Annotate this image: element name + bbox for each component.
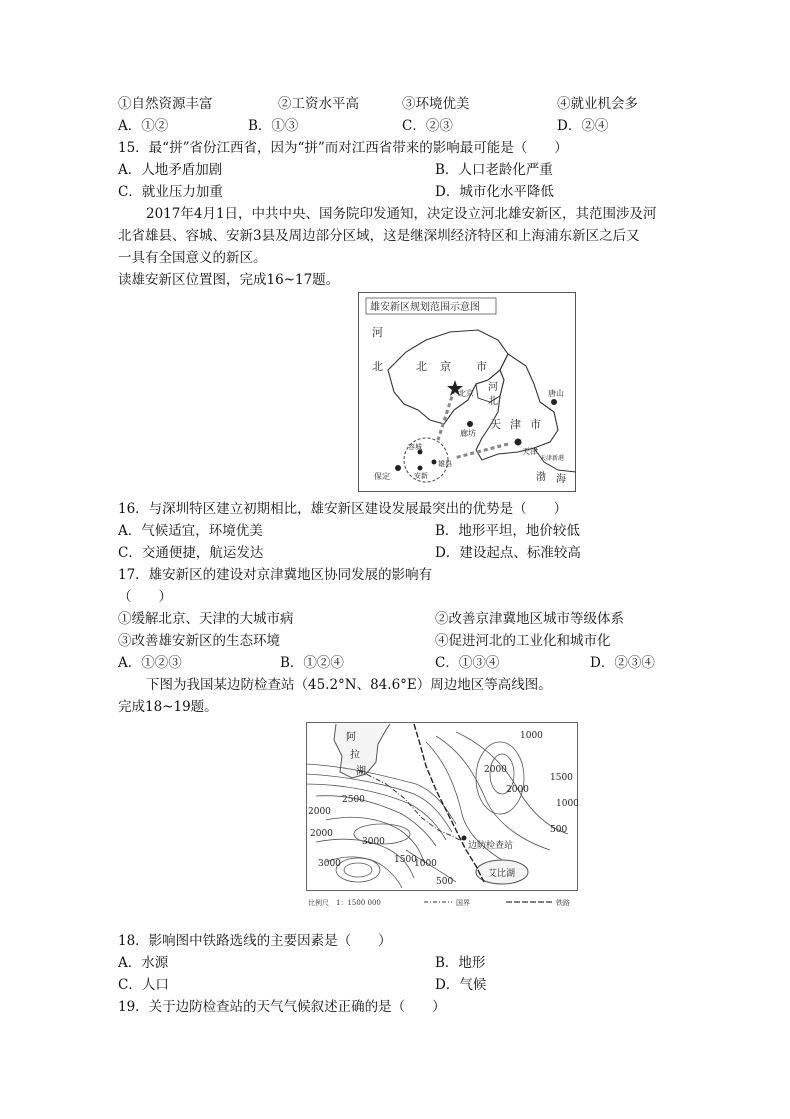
label-station: 边防检查站	[468, 841, 514, 851]
contour-label-7: 2500	[342, 795, 365, 805]
label-hebei-mid-1: 河	[488, 382, 498, 393]
q17-paren: （ ）	[118, 589, 172, 605]
label-xiongan-2: 雄县	[438, 460, 452, 468]
label-bohai-2: 海	[556, 474, 566, 485]
passage-instruction: 读雄安新区位置图，完成16~17题。	[118, 272, 340, 288]
q17-item-3: ③改善雄安新区的生态环境	[118, 633, 280, 649]
q16-stem: 16．与深圳特区建立初期相比，雄安新区建设发展最突出的优势是（ ）	[118, 501, 568, 517]
tianjin-dot	[515, 439, 522, 446]
q15-stem: 15．最“拼”省份江西省，因为“拼”而对江西省带来的影响最可能是（ ）	[118, 140, 568, 156]
q18-stem: 18．影响图中铁路选线的主要因素是（ ）	[118, 933, 392, 949]
map1-title: 雄安新区规划范围示意图	[370, 302, 480, 313]
label-hebei-mid-2: 北	[488, 396, 498, 407]
q14-item-3: ③环境优美	[402, 96, 470, 112]
anxin-dot	[418, 466, 423, 471]
contour-label-9: 2000	[310, 829, 333, 839]
contour-label-14: 500	[436, 877, 454, 887]
station-marker	[462, 836, 467, 841]
q17-item-2: ②改善京津冀地区城市等级体系	[435, 611, 624, 627]
label-hebei-left-2: 北	[372, 360, 383, 373]
contour-label-6: 500	[550, 825, 568, 835]
q17-item-1: ①缓解北京、天津的大城市病	[118, 611, 294, 627]
q17-choice-a[interactable]: A．①②③	[118, 655, 182, 671]
q14-item-1: ①自然资源丰富	[118, 96, 213, 112]
contour-label-12: 1000	[414, 859, 437, 869]
contour-label-10: 3000	[362, 837, 385, 847]
legend-border-label: 国界	[456, 899, 470, 907]
label-lake-2: 拉	[350, 750, 360, 761]
q17-item-4: ④促进河北的工业化和城市化	[435, 633, 611, 649]
label-ebinur: 艾比湖	[488, 869, 516, 879]
passage-line-3: 一具有全国意义的新区。	[118, 250, 267, 266]
label-beijing-2: 京	[440, 360, 451, 373]
label-lake-1: 阿	[346, 732, 356, 743]
q18-choice-a[interactable]: A．水源	[118, 955, 169, 971]
q15-choice-d[interactable]: D．城市化水平降低	[435, 184, 554, 200]
passage-line-2: 北省雄县、容城、安新3县及周边部分区域，这是继深圳经济特区和上海浦东新区之后又	[118, 228, 640, 244]
passage-line-1: 2017年4月1日，中共中央、国务院印发通知，决定设立河北雄安新区，其范围涉及河	[146, 206, 657, 222]
xiongan-dot-2	[432, 460, 437, 465]
q18-choice-b[interactable]: B．地形	[435, 955, 486, 971]
contour-label-11: 1500	[394, 855, 417, 865]
q16-choice-d[interactable]: D．建设起点、标准较高	[435, 545, 581, 561]
q17-choice-d[interactable]: D．②③④	[590, 655, 655, 671]
contour-map	[306, 722, 578, 910]
contour-label-3: 1500	[550, 773, 573, 783]
q16-choice-b[interactable]: B．地形平坦，地价较低	[435, 523, 580, 539]
label-beijing-3: 市	[476, 360, 487, 373]
label-xiongan-1: 容城	[408, 443, 422, 451]
label-baoding: 保定	[374, 472, 390, 481]
contour-label-2: 2000	[484, 765, 507, 775]
label-hebei-left-1: 河	[372, 326, 383, 339]
q17-stem: 17．雄安新区的建设对京津冀地区协同发展的影响有	[118, 567, 433, 583]
q15-choice-b[interactable]: B．人口老龄化严重	[435, 162, 553, 178]
q15-choice-a[interactable]: A．人地矛盾加剧	[118, 162, 223, 178]
label-bohai-1: 渤	[536, 472, 546, 483]
label-anxin: 安新	[414, 472, 428, 480]
label-beijing-1: 北	[416, 360, 427, 373]
contour-label-5: 1000	[556, 799, 578, 809]
q14-item-2: ②工资水平高	[278, 96, 359, 112]
label-langfang: 廊坊	[460, 429, 476, 438]
q19-stem: 19．关于边防检查站的天气气候叙述正确的是（ ）	[118, 999, 446, 1015]
contour-label-13: 3000	[318, 859, 341, 869]
q16-choice-c[interactable]: C．交通便捷，航运发达	[118, 545, 264, 561]
q14-choice-b[interactable]: B．①③	[248, 118, 299, 134]
q16-choice-a[interactable]: A．气候适宜，环境优美	[118, 523, 263, 539]
contour-label-4: 2000	[506, 785, 529, 795]
q14-item-4: ④就业机会多	[557, 96, 638, 112]
q14-choice-d[interactable]: D．②④	[557, 118, 609, 134]
label-lake-3: 湖	[356, 766, 366, 777]
baoding-dot	[395, 465, 401, 471]
q18-choice-d[interactable]: D．气候	[435, 977, 487, 993]
contour-label-8: 2000	[308, 807, 331, 817]
q14-choice-c[interactable]: C．②③	[402, 118, 453, 134]
q17-choice-c[interactable]: C．①③④	[435, 655, 500, 671]
tangshan-dot	[551, 399, 557, 405]
xiongan-location-map	[358, 292, 576, 492]
q17-choice-b[interactable]: B．①②④	[280, 655, 344, 671]
q15-choice-c[interactable]: C．就业压力加重	[118, 184, 223, 200]
label-tianjin-2: 津	[510, 418, 521, 431]
label-binhai: 天津新港	[540, 455, 565, 462]
label-tangshan: 唐山	[548, 389, 564, 398]
langfang-dot	[467, 421, 473, 427]
map2-scale: 比例尺 1：1500 000	[308, 899, 381, 907]
contour-label-1: 1000	[520, 731, 543, 741]
border-passage-line-2: 完成18~19题。	[118, 699, 218, 715]
label-tianjin-city: 天津	[522, 447, 538, 456]
label-tianjin-3: 市	[530, 418, 541, 431]
label-beijing-city: 北京	[458, 389, 474, 398]
q18-choice-c[interactable]: C．人口	[118, 977, 169, 993]
border-passage-line-1: 下图为我国某边防检查站（45.2°N、84.6°E）周边地区等高线图。	[146, 677, 552, 693]
q14-choice-a[interactable]: A．①②	[118, 118, 169, 134]
label-tianjin-1: 天	[490, 418, 501, 431]
legend-rail-label: 铁路	[556, 899, 570, 907]
